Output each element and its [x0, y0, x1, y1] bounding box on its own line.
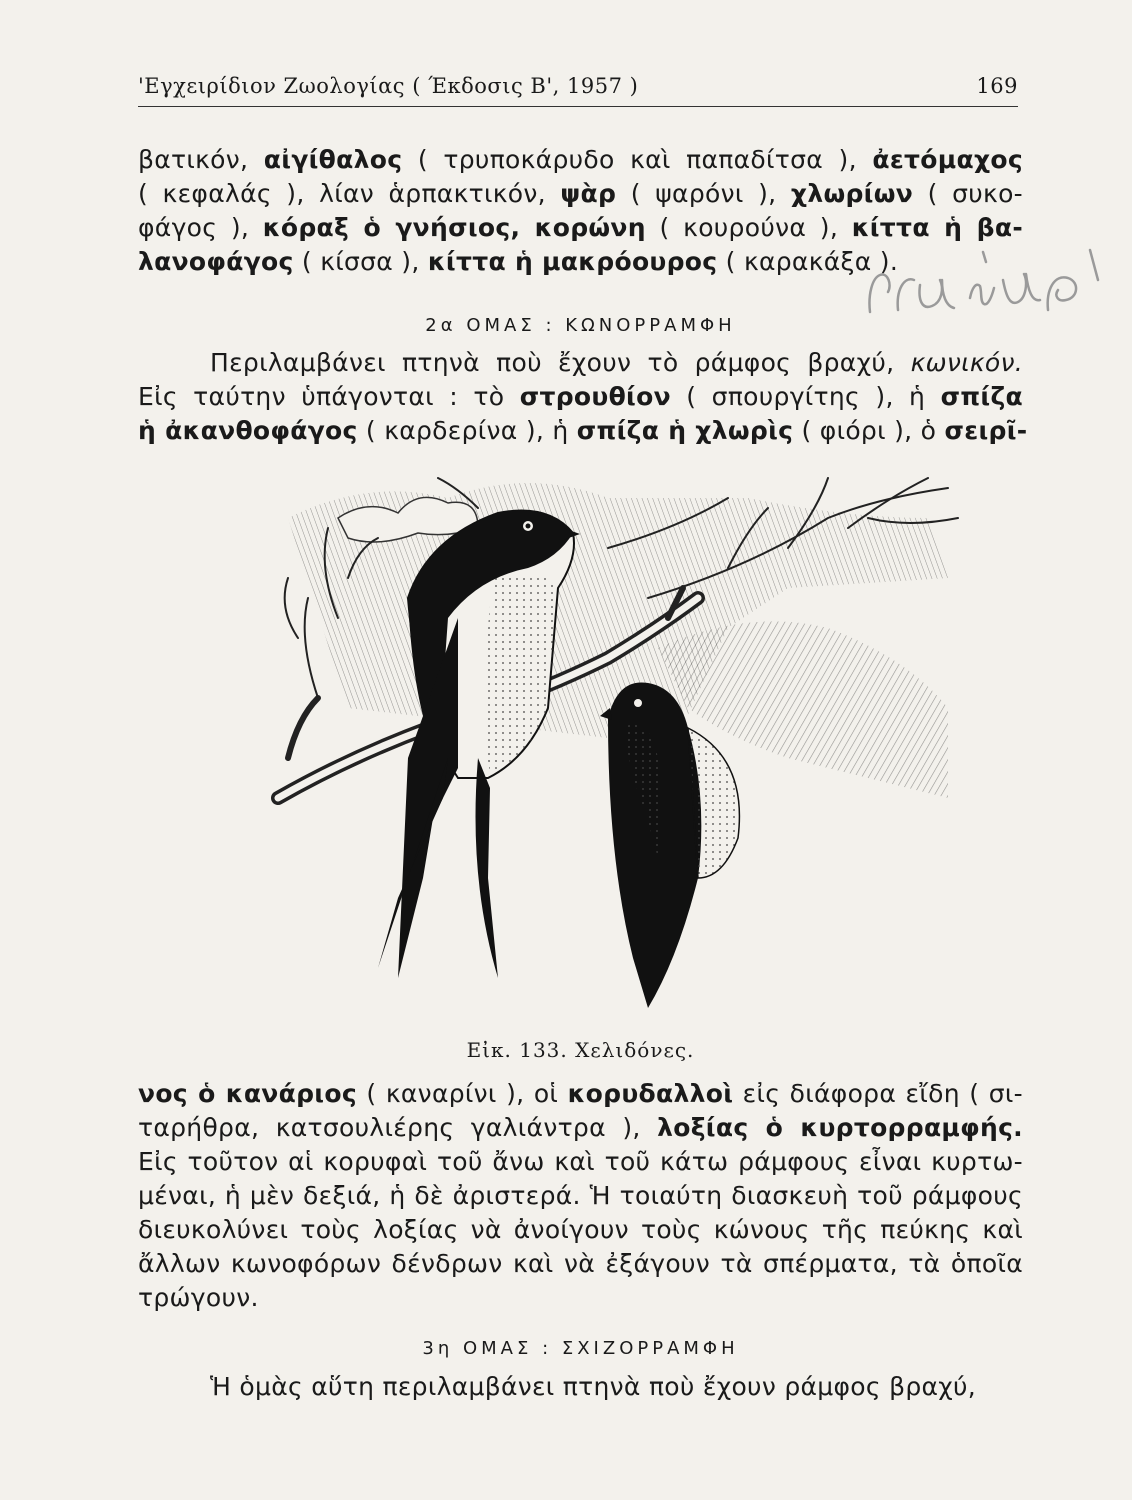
bold-term: στρουθίον [519, 382, 671, 411]
bold-term: λοξίας ὁ κυρτορραμφής. [657, 1113, 1023, 1142]
bold-term: σπίζα ἡ χλωρὶς [576, 416, 794, 445]
text-line: φάγος ), κόραξ ὁ γνήσιος, κορώνη ( κουρούνα ), κίττα ἡ βα- [138, 213, 1024, 242]
bold-term: κίττα ἡ μακρόουρος [427, 247, 718, 276]
bold-term: κίττα ἡ βα- [851, 213, 1024, 242]
text-line: νος ὁ κανάριος ( καναρίνι ), οἱ κορυδαλλοὶ εἰς διάφορα εἴδη ( σι- [138, 1079, 1024, 1108]
figure-caption: Εἰκ. 133. Χελιδόνες. [466, 1038, 695, 1062]
bold-term: ψὰρ [560, 179, 617, 208]
text-line: ( κεφαλάς ), λίαν ἁρπακτικόν, ψὰρ ( ψαρόνι ), χλωρίων ( συκο- [138, 179, 1023, 208]
text-line: Εἰς τοῦτον αἱ κορυφαὶ τοῦ ἄνω καὶ τοῦ κάτω ράμφους εἶναι κυρτω- [138, 1147, 1023, 1176]
bold-term: ἡ ἀκανθοφάγος [138, 416, 358, 445]
italic-term: κωνικόν. [910, 348, 1023, 377]
text-line: Περιλαμβάνει πτηνὰ ποὺ ἔχουν τὸ ράμφος βραχύ, κωνικόν. [210, 348, 1023, 377]
text-line: λανοφάγος ( κίσσα ), κίττα ἡ μακρόουρος ( καρακάξα ). [138, 247, 899, 276]
book-title: 'Εγχειρίδιον Ζωολογίας ( Έκδοσις Β', 1957 ) [138, 74, 639, 98]
bold-term: αἰγίθαλος [263, 145, 403, 174]
swallows-illustration [228, 458, 998, 1018]
bold-term: σπίζα [940, 382, 1023, 411]
running-header [138, 66, 1018, 107]
bold-term: ἀετόμαχος [872, 145, 1023, 174]
bold-term: σειρῖ- [944, 416, 1028, 445]
text-line: μέναι, ἡ μὲν δεξιά, ἡ δὲ ἀριστερά. Ἡ τοιαύτη διασκευὴ τοῦ ράμφους [138, 1181, 1023, 1210]
text-line: διευκολύνει τοὺς λοξίας νὰ ἀνοίγουν τοὺς κώνους τῆς πεύκης καὶ [138, 1215, 1023, 1244]
text-line: ἄλλων κωνοφόρων δένδρων καὶ νὰ ἐξάγουν τὰ σπέρματα, τὰ ὁποῖα [138, 1249, 1023, 1278]
page-number: 169 [976, 74, 1018, 98]
text-line: ταρήθρα, κατσουλιέρης γαλιάντρα ), λοξίας ὁ κυρτορραμφής. [138, 1113, 1023, 1142]
section-heading-konorramfi: 2α ΟΜΑΣ : ΚΩΝΟΡΡΑΜΦΗ [425, 315, 736, 336]
bold-term: λανοφάγος [138, 247, 294, 276]
text-line: βατικόν, αἰγίθαλος ( τρυποκάρυδο καὶ παπαδίτσα ), ἀετόμαχος [138, 145, 1023, 174]
text-line: ἡ ἀκανθοφάγος ( καρδερίνα ), ἡ σπίζα ἡ χλωρὶς ( φιόρι ), ὁ σειρῖ- [138, 416, 1028, 445]
text-line: τρώγουν. [138, 1283, 259, 1312]
paragraph-4 [138, 1370, 1023, 1404]
text-line: Εἰς ταύτην ὑπάγονται : τὸ στρουθίον ( σπουργίτης ), ἡ σπίζα [138, 382, 1023, 411]
paragraph-2 [138, 346, 1028, 448]
handwritten-margin-note [858, 240, 1128, 330]
clinging-swallow [600, 682, 739, 1008]
section-heading-schizorramfi: 3η ΟΜΑΣ : ΣΧΙΖΟΡΡΑΜΦΗ [422, 1338, 739, 1359]
bold-term: κόραξ ὁ γνήσιος, κορώνη [262, 213, 646, 242]
bold-term: νος ὁ κανάριος [138, 1079, 357, 1108]
bold-term: κορυδαλλοὶ [567, 1079, 734, 1108]
text-line: Ἡ ὁμὰς αὕτη περιλαμβάνει πτηνὰ ποὺ ἔχουν ράμφος βραχύ, [210, 1372, 977, 1401]
paragraph-3 [138, 1077, 1023, 1315]
bold-term: χλωρίων [790, 179, 914, 208]
